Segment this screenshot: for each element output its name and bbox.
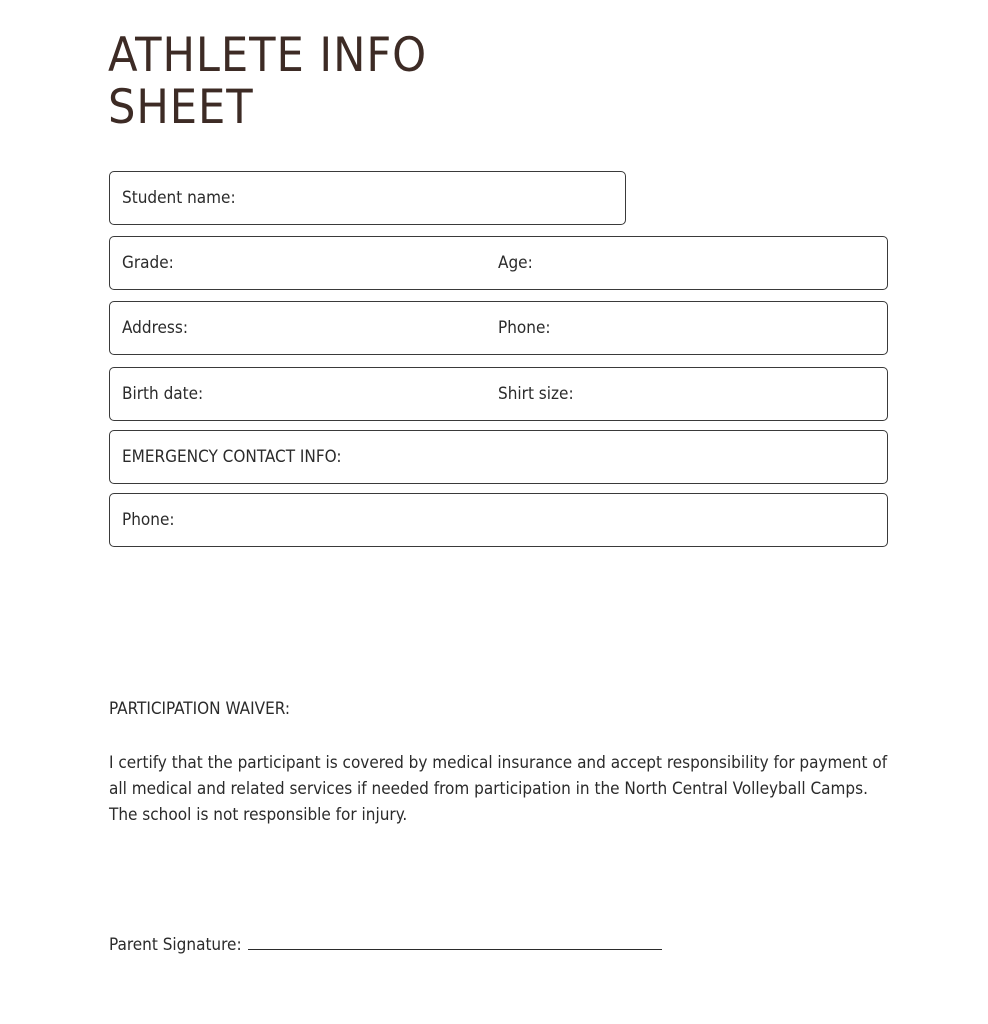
- title-line-1: ATHLETE INFO: [108, 28, 428, 83]
- shirt-size-label: Shirt size:: [498, 384, 574, 404]
- emergency-phone-label: Phone:: [122, 510, 175, 530]
- emergency-contact-label: EMERGENCY CONTACT INFO:: [122, 447, 342, 467]
- signature-label: Parent Signature:: [109, 935, 242, 955]
- signature-line[interactable]: [248, 933, 662, 950]
- emergency-phone-field[interactable]: [109, 493, 888, 547]
- grade-age-row: [109, 236, 888, 290]
- waiver-text: I certify that the participant is covered by medical insurance and accept responsibility for payment of all medical and related services if needed from participation in the North Central Volleyball Camps. The school is not responsible for injury.: [109, 753, 888, 825]
- age-label: Age:: [498, 253, 533, 273]
- page-title: [108, 30, 427, 134]
- address-phone-row: [109, 301, 888, 355]
- title-line-2: SHEET: [108, 80, 254, 135]
- student-name-field[interactable]: [109, 171, 626, 225]
- phone-label: Phone:: [498, 318, 551, 338]
- emergency-contact-field[interactable]: [109, 430, 888, 484]
- student-name-label: Student name:: [122, 188, 236, 208]
- waiver-heading: PARTICIPATION WAIVER:: [109, 699, 291, 719]
- signature-row: [109, 933, 662, 956]
- birthdate-shirtsize-row: [109, 367, 888, 421]
- birth-date-label: Birth date:: [122, 384, 204, 404]
- grade-label: Grade:: [122, 253, 174, 273]
- address-label: Address:: [122, 318, 188, 338]
